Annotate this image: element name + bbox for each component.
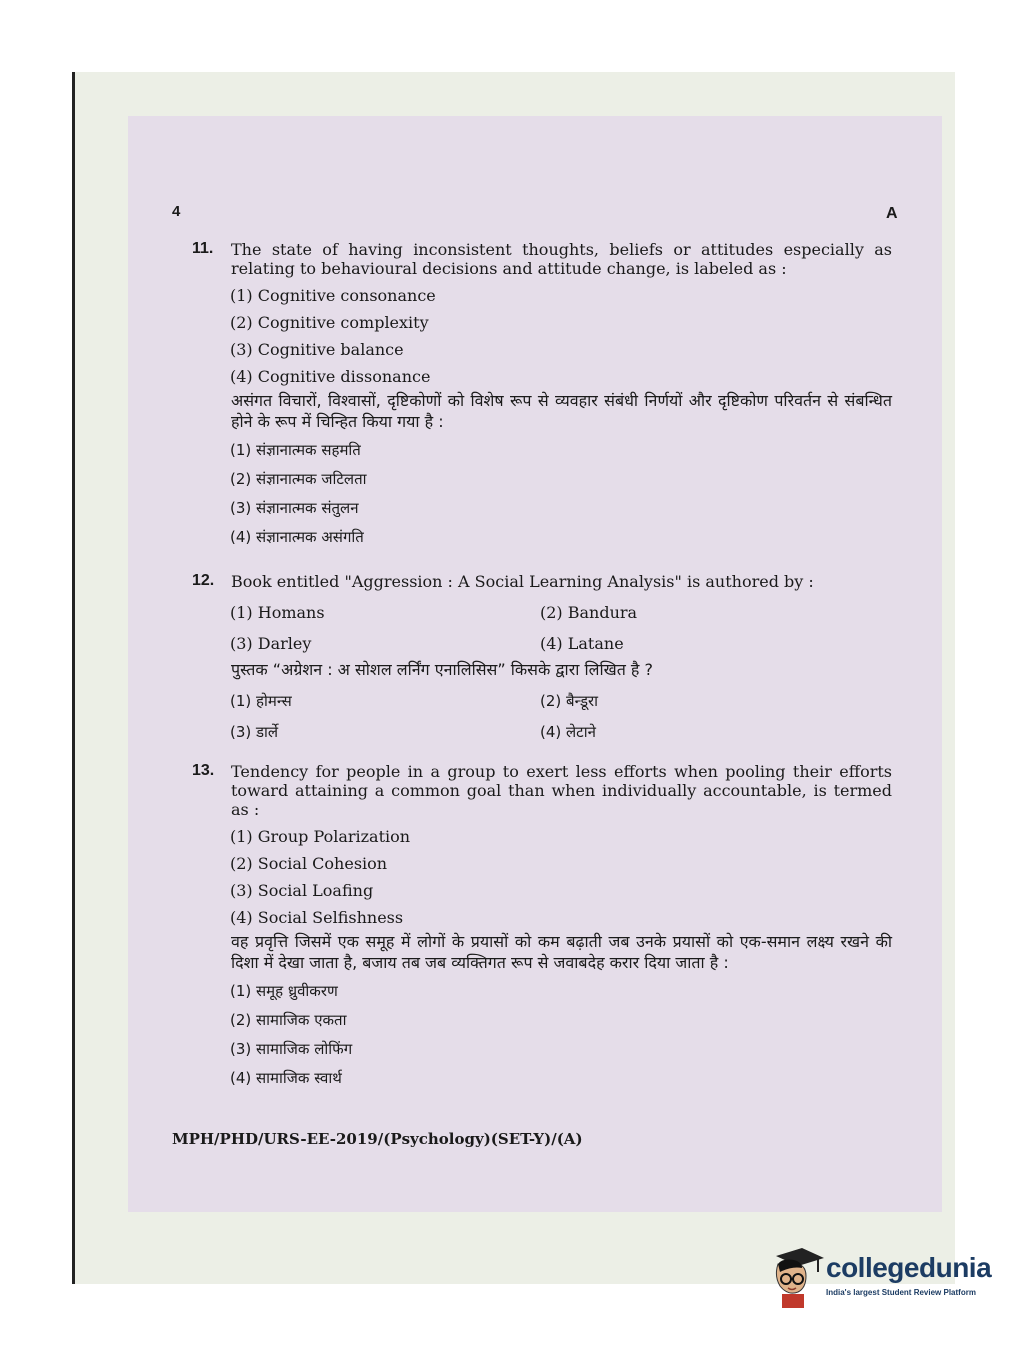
- question-text-hindi: वह प्रवृत्ति जिसमें एक समूह में लोगों के प्रयासों को कम बढ़ाती जब उनके प्रयासों को एक-समान लक्ष्य रखने की दिशा में देखा जाता है, बजाय तब जब व्यक्तिगत रूप से जवाबदेह करार दिया जाता है :: [231, 932, 892, 972]
- option-3: (3) Social Loafing: [230, 881, 374, 900]
- question-text-hindi: असंगत विचारों, विश्वासों, दृष्टिकोणों को विशेष रूप से व्यवहार संबंधी निर्णयों और दृष्टिकोण परिवर्तन से संबन्धित होने के रूप में चिन्हित किया गया है :: [231, 391, 892, 431]
- question-number: 12.: [192, 572, 215, 589]
- logo-wordmark: collegedunia: [826, 1252, 992, 1283]
- page-number: 4: [172, 203, 181, 220]
- option-4: (4) Cognitive dissonance: [230, 367, 431, 386]
- question-12: [180, 572, 892, 748]
- question-text: Book entitled "Aggression : A Social Learning Analysis" is authored by :: [231, 572, 814, 591]
- paper-code-footer: MPH/PHD/URS-EE-2019/(Psychology)(SET-Y)/(A): [172, 1130, 583, 1148]
- question-text: The state of having inconsistent thoughts, beliefs or attitudes especially as relating to behavioural decisions and attitude change, is labeled as :: [231, 240, 892, 278]
- logo-tagline: India's largest Student Review Platform: [826, 1288, 976, 1297]
- collegedunia-logo: [768, 1246, 1000, 1310]
- question-number: 13.: [192, 762, 215, 779]
- question-13: [180, 762, 892, 1093]
- option-2: (2) Social Cohesion: [230, 854, 388, 873]
- option-2: (2) Bandura: [540, 603, 638, 622]
- option-2-hindi: (2) बैन्डूरा: [540, 692, 598, 710]
- question-text: Tendency for people in a group to exert less efforts when pooling their efforts toward attaining a common goal than when individually accountable, is termed as :: [231, 762, 892, 819]
- question-11: [180, 240, 892, 552]
- option-3-hindi: (3) डार्ले: [230, 723, 279, 741]
- option-4-hindi: (4) सामाजिक स्वार्थ: [230, 1069, 342, 1087]
- option-1-hindi: (1) होमन्स: [230, 692, 292, 710]
- option-1: (1) Group Polarization: [230, 827, 411, 846]
- student-mascot-icon: [768, 1246, 824, 1310]
- option-1-hindi: (1) संज्ञानात्मक सहमति: [230, 441, 361, 459]
- option-3: (3) Cognitive balance: [230, 340, 404, 359]
- option-3: (3) Darley: [230, 634, 312, 653]
- option-1: (1) Cognitive consonance: [230, 286, 436, 305]
- set-letter: A: [886, 205, 898, 222]
- options-grid: [230, 597, 892, 659]
- option-4: (4) Social Selfishness: [230, 908, 404, 927]
- option-2-hindi: (2) संज्ञानात्मक जटिलता: [230, 470, 367, 488]
- option-3-hindi: (3) संज्ञानात्मक संतुलन: [230, 499, 359, 517]
- option-1-hindi: (1) समूह ध्रुवीकरण: [230, 982, 338, 1000]
- question-number: 11.: [192, 240, 214, 257]
- options-grid-hindi: [230, 686, 892, 748]
- option-2: (2) Cognitive complexity: [230, 313, 429, 332]
- question-text-hindi: पुस्तक “अग्रेशन : अ सोशल लर्निंग एनालिसिस” किसके द्वारा लिखित है ?: [231, 660, 653, 679]
- option-1: (1) Homans: [230, 603, 325, 622]
- option-2-hindi: (2) सामाजिक एकता: [230, 1011, 347, 1029]
- option-4: (4) Latane: [540, 634, 624, 653]
- option-3-hindi: (3) सामाजिक लोफिंग: [230, 1040, 353, 1058]
- option-4-hindi: (4) संज्ञानात्मक असंगति: [230, 528, 364, 546]
- option-4-hindi: (4) लेटाने: [540, 723, 596, 741]
